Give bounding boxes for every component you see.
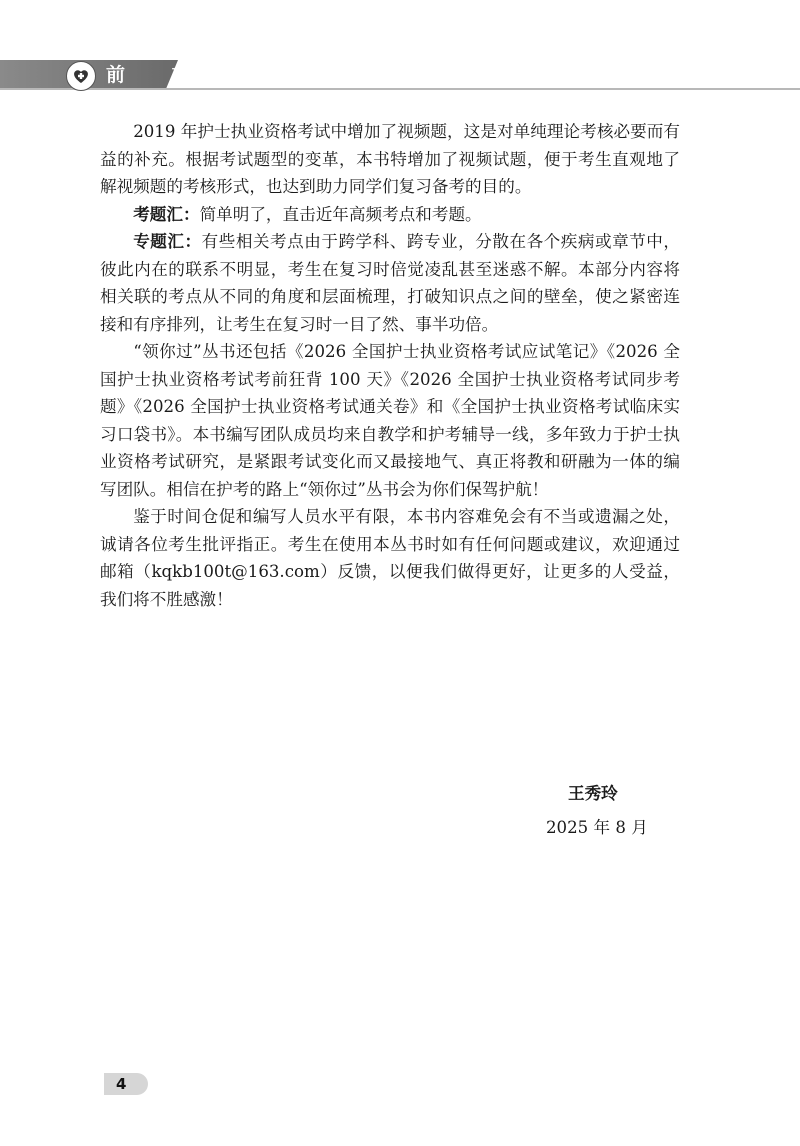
paragraph-intro: 2019 年护士执业资格考试中增加了视频题，这是对单纯理论考核必要而有益的补充。根据考试题型的变革，本书特增加了视频试题，便于考生直观地了解视频题的考核形式，也达到助力同学们复习备考的目的。 bbox=[100, 122, 680, 196]
term-label: 专题汇： bbox=[133, 232, 202, 251]
header-rule bbox=[0, 88, 800, 90]
page-title: 前 言 bbox=[106, 64, 211, 86]
paragraph-zhuantihui: 专题汇：有些相关考点由于跨学科、跨专业，分散在各个疾病或章节中，彼此内在的联系不明显，考生在复习时倍觉凌乱甚至迷惑不解。本部分内容将相关联的考点从不同的角度和层面梳理，打破知识点之间的壁垒，使之紧密连接和有序排列，让考生在复习时一目了然、事半功倍。 bbox=[100, 232, 681, 334]
nurse-badge-icon bbox=[66, 61, 96, 91]
paragraph-kaotihui: 考题汇：简单明了，直击近年高频考点和考题。 bbox=[133, 204, 482, 224]
paragraph-series: “领你过”丛书还包括《2026 全国护士执业资格考试应试笔记》《2026 全国护士执业资格考试考前狂背 100 天》《2026 全国护士执业资格考试同步考题》《2026 全国护士执业资格考试通关卷》和《全国护士执业资格考试临床实习口袋书》。本书编写团队成员均来自教学和护考辅导一线，多年致力于护士执业资格考试研究，是紧跟考试变化而又最接地气、真正将教和研融为一体的编写团队。相信在护考的路上“领你过”丛书会为你们保驾护航！ bbox=[100, 342, 680, 499]
page-number: 4 bbox=[104, 1073, 148, 1095]
author-name: 王秀玲 bbox=[568, 784, 618, 803]
signature-date: 2025 年 8 月 bbox=[546, 818, 648, 837]
term-label: 考题汇： bbox=[133, 204, 200, 224]
preface-body bbox=[100, 118, 680, 613]
signature-block bbox=[540, 780, 680, 842]
paragraph-feedback: 鉴于时间仓促和编写人员水平有限，本书内容难免会有不当或遗漏之处，诚请各位考生批评指正。考生在使用本丛书时如有任何问题或建议，欢迎通过邮箱（kqkb100t@163.com）反馈，以便我们做得更好，让更多的人受益，我们将不胜感激！ bbox=[100, 507, 680, 609]
